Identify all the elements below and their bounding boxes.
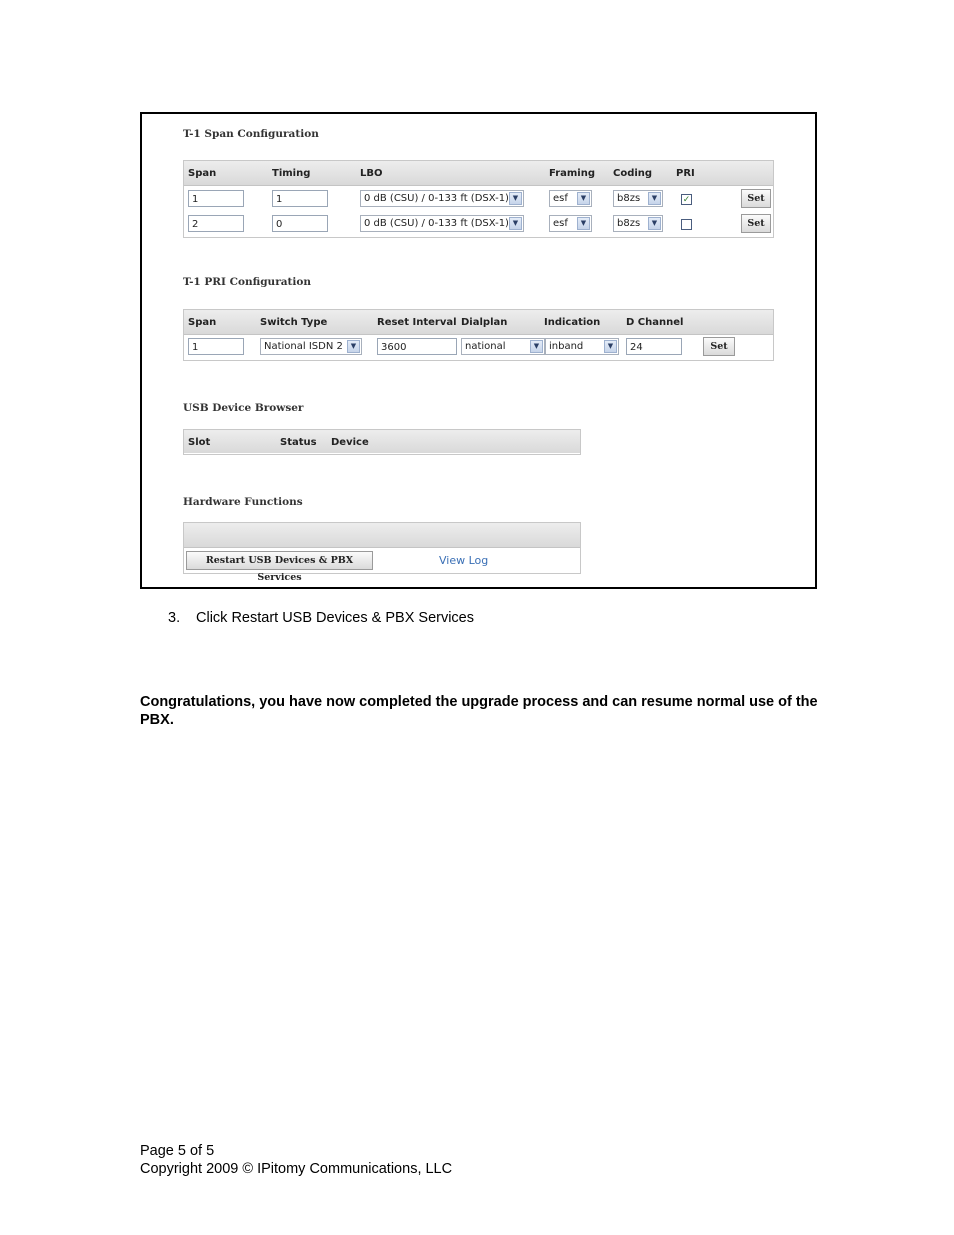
reset-interval-input[interactable]: 3600 <box>377 338 457 355</box>
d-channel-input[interactable]: 24 <box>626 338 682 355</box>
page-number: Page 5 of 5 <box>140 1143 215 1159</box>
switch-type-value: National ISDN 2 <box>264 341 343 352</box>
dialplan-value: national <box>465 341 506 352</box>
coding-select-2[interactable] <box>613 215 663 232</box>
usb-browser-title: USB Device Browser <box>183 402 304 414</box>
usb-browser-table <box>183 429 581 455</box>
set-button-span-1[interactable]: Set <box>741 189 771 208</box>
hardware-functions-title: Hardware Functions <box>183 496 303 508</box>
col-timing: Timing <box>272 168 311 179</box>
chevron-down-icon: ▼ <box>648 192 661 205</box>
col-status: Status <box>280 437 317 448</box>
chevron-down-icon: ▼ <box>347 340 360 353</box>
col-slot: Slot <box>188 437 211 448</box>
col-coding: Coding <box>613 168 653 179</box>
switch-type-select[interactable] <box>260 338 362 355</box>
embedded-screenshot <box>140 112 817 589</box>
span-config-table <box>183 160 774 238</box>
lbo-value-1: 0 dB (CSU) / 0-133 ft (DSX-1) <box>364 193 509 204</box>
coding-value-2: b8zs <box>617 218 641 229</box>
col-d-channel: D Channel <box>626 317 684 328</box>
lbo-select-2[interactable] <box>360 215 524 232</box>
timing-input-1[interactable]: 1 <box>272 190 328 207</box>
set-button-span-2[interactable]: Set <box>741 214 771 233</box>
col-switch-type: Switch Type <box>260 317 328 328</box>
step-number: 3. <box>168 610 181 626</box>
chevron-down-icon: ▼ <box>604 340 617 353</box>
col-reset-interval: Reset Interval <box>377 317 457 328</box>
lbo-value-2: 0 dB (CSU) / 0-133 ft (DSX-1) <box>364 218 509 229</box>
chevron-down-icon: ▼ <box>509 217 522 230</box>
view-log-link[interactable]: View Log <box>439 554 489 567</box>
pri-span-input[interactable]: 1 <box>188 338 244 355</box>
pri-config-table <box>183 309 774 361</box>
col-pri: PRI <box>676 168 695 179</box>
congratulations-paragraph: Congratulations, you have now completed the upgrade process and can resume normal use of the PBX. <box>140 694 818 728</box>
usb-browser-header <box>184 430 580 453</box>
chevron-down-icon: ▼ <box>530 340 543 353</box>
pri-checkbox-2[interactable] <box>681 219 692 230</box>
indication-value: inband <box>549 341 584 352</box>
pri-checkbox-1[interactable]: ✓ <box>682 194 691 204</box>
framing-value-1: esf <box>553 193 568 204</box>
col-indication: Indication <box>544 317 601 328</box>
chevron-down-icon: ▼ <box>648 217 661 230</box>
pri-config-title: T-1 PRI Configuration <box>183 276 311 288</box>
span-config-header <box>184 161 773 186</box>
copyright-notice: Copyright 2009 © IPitomy Communications, LLC <box>140 1161 453 1177</box>
col-span: Span <box>188 168 217 179</box>
col-device: Device <box>331 437 369 448</box>
framing-select-2[interactable] <box>549 215 592 232</box>
span-input-1[interactable]: 1 <box>188 190 244 207</box>
indication-select[interactable] <box>545 338 619 355</box>
span-config-title: T-1 Span Configuration <box>183 128 319 140</box>
col-dialplan: Dialplan <box>461 317 508 328</box>
col-framing: Framing <box>549 168 595 179</box>
span-input-2[interactable]: 2 <box>188 215 244 232</box>
set-button-pri[interactable]: Set <box>703 337 735 356</box>
chevron-down-icon: ▼ <box>577 192 590 205</box>
chevron-down-icon: ▼ <box>577 217 590 230</box>
coding-value-1: b8zs <box>617 193 641 204</box>
page-footer <box>140 1142 452 1178</box>
coding-select-1[interactable] <box>613 190 663 207</box>
hardware-functions-header <box>184 523 580 548</box>
col-span: Span <box>188 317 217 328</box>
lbo-select-1[interactable] <box>360 190 524 207</box>
framing-value-2: esf <box>553 218 568 229</box>
framing-select-1[interactable] <box>549 190 592 207</box>
dialplan-select[interactable] <box>461 338 545 355</box>
restart-usb-pbx-button[interactable]: Restart USB Devices & PBX Services <box>186 551 373 570</box>
col-lbo: LBO <box>360 168 383 179</box>
timing-input-2[interactable]: 0 <box>272 215 328 232</box>
chevron-down-icon: ▼ <box>509 192 522 205</box>
hardware-functions-panel <box>183 522 581 583</box>
pri-config-header <box>184 310 773 335</box>
step-text: Click Restart USB Devices & PBX Services <box>196 610 474 626</box>
